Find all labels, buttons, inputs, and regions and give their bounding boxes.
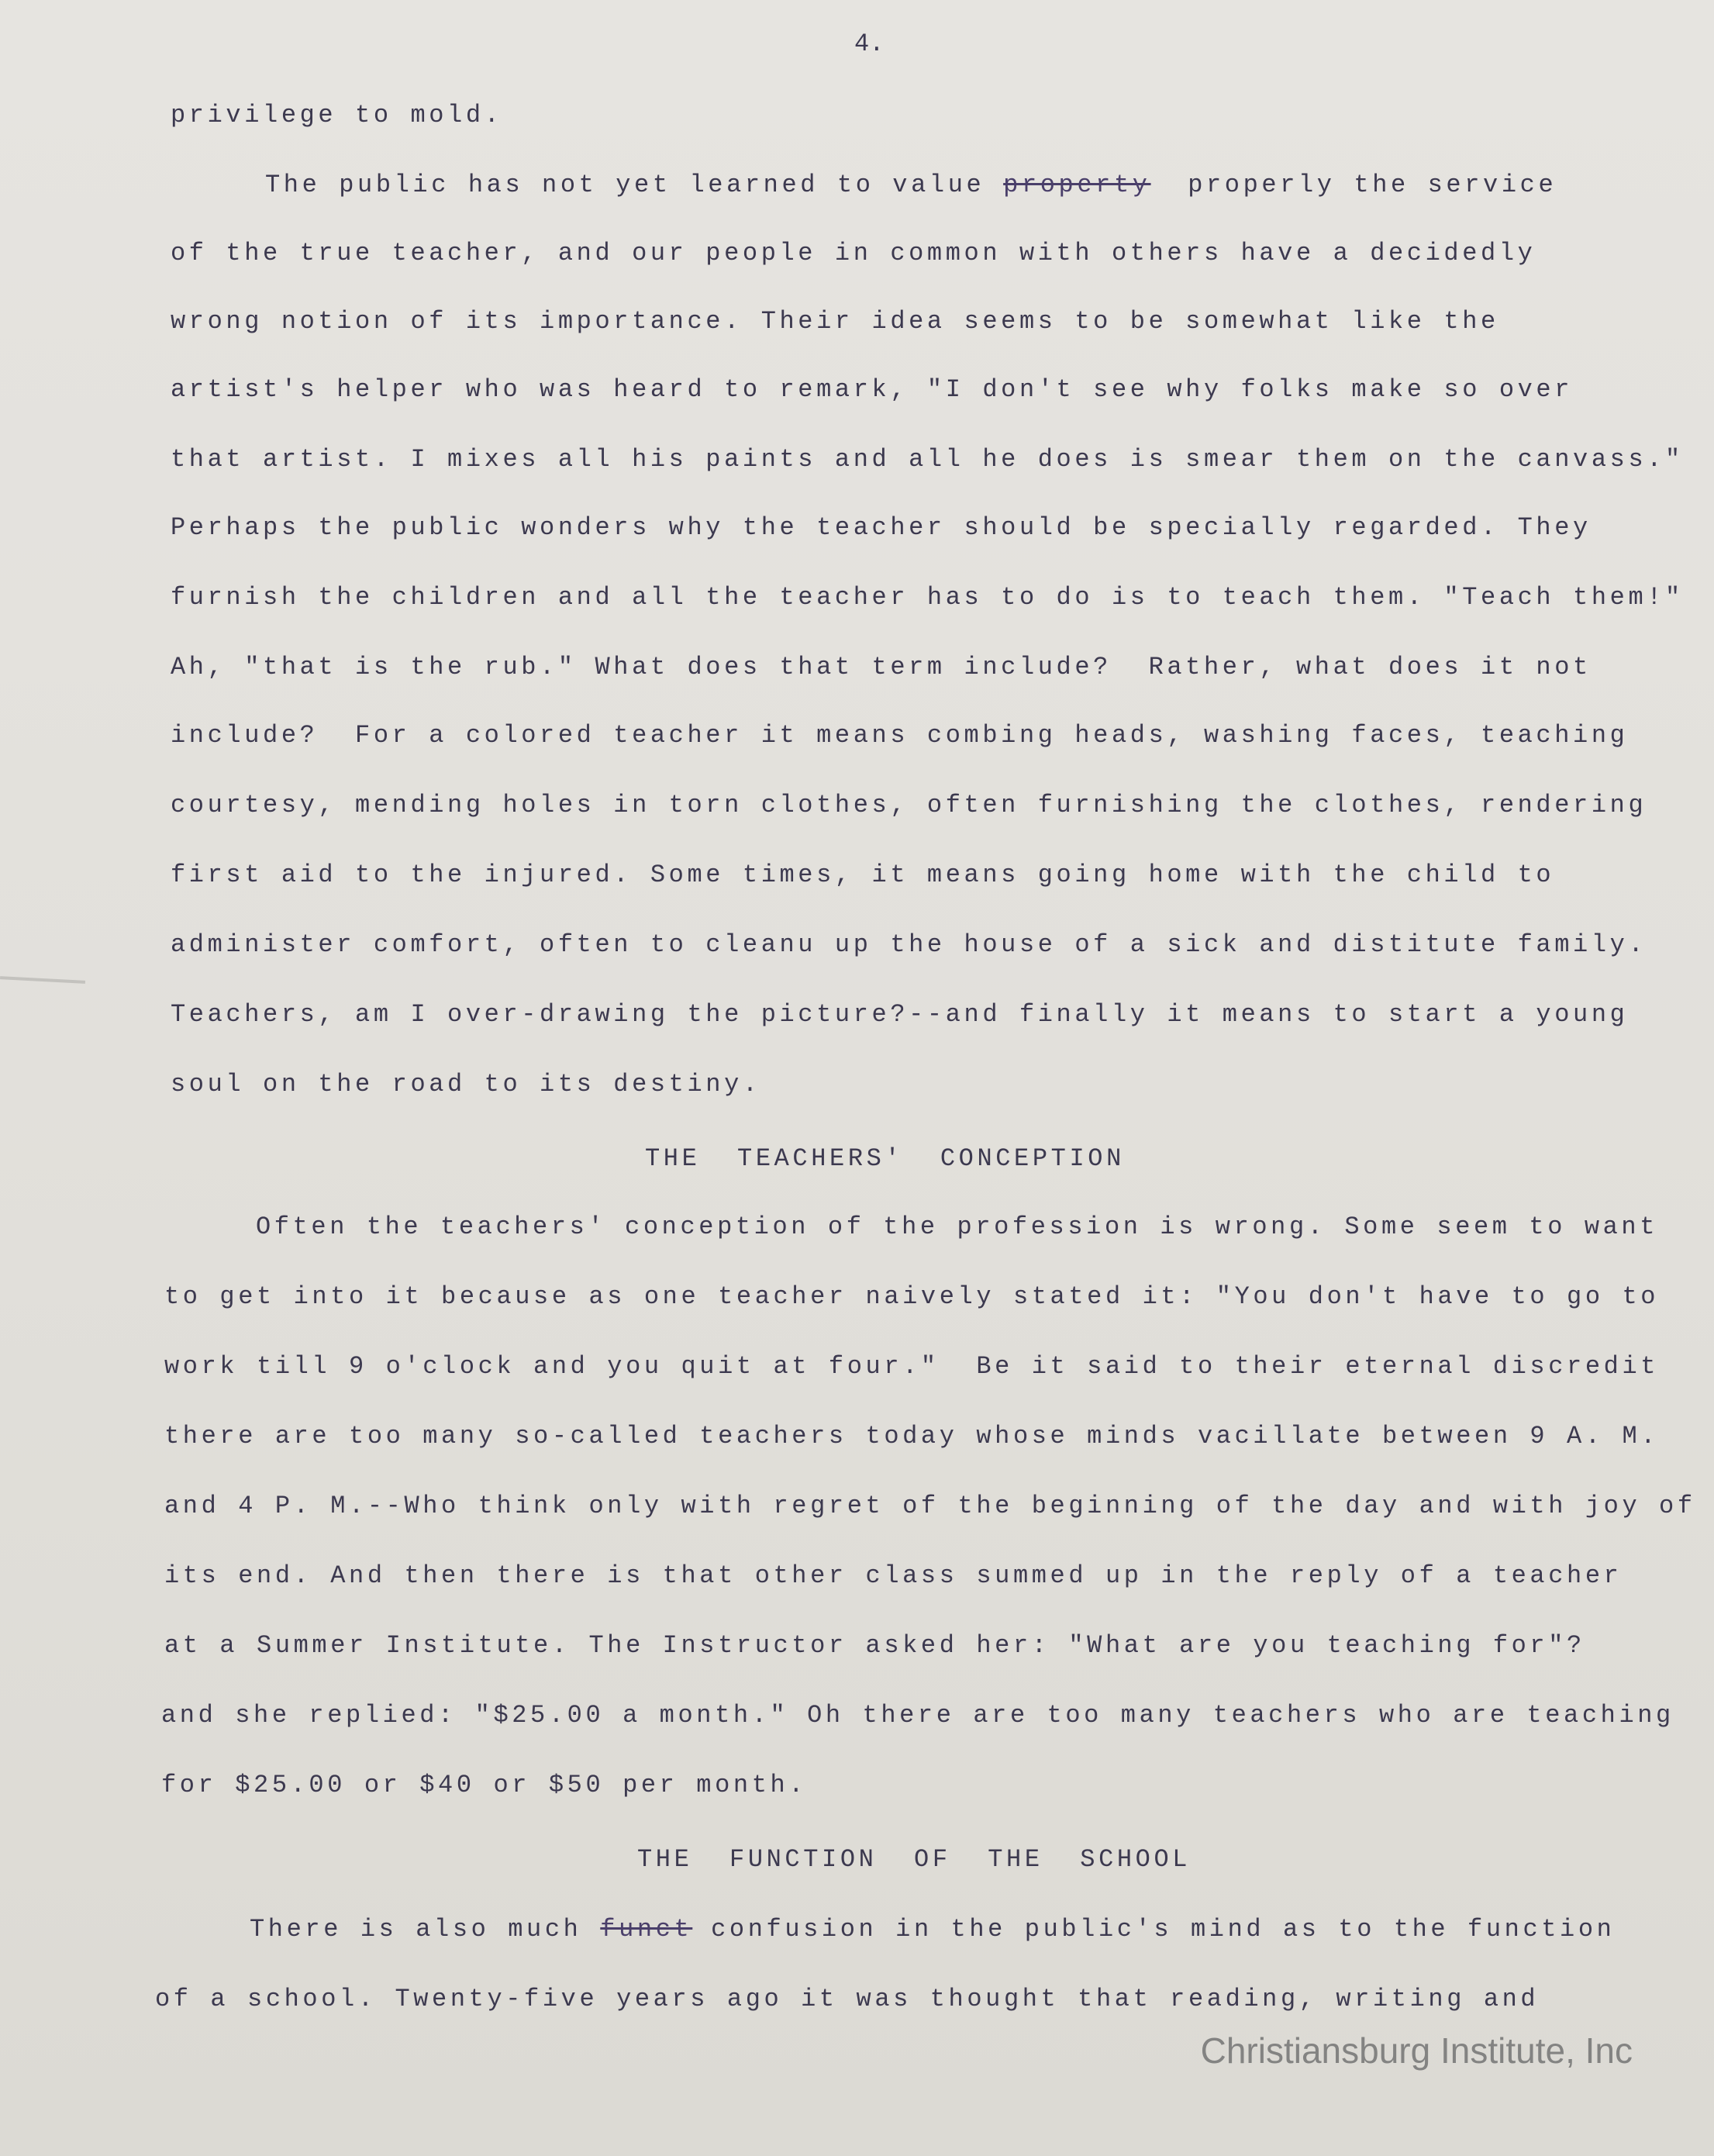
text-line: first aid to the injured. Some times, it means going home with the child to bbox=[171, 861, 1555, 889]
text-line: there are too many so-called teachers today whose minds vacillate between 9 A. M. bbox=[164, 1422, 1660, 1451]
text-line bbox=[265, 171, 1557, 199]
text-line: work till 9 o'clock and you quit at four." Be it said to their eternal discredit bbox=[164, 1352, 1660, 1381]
text-line: Often the teachers' conception of the profession is wrong. Some seem to want bbox=[256, 1213, 1659, 1241]
text-line: furnish the children and all the teacher has to do is to teach them. "Teach them!" bbox=[171, 583, 1684, 612]
text-line: and 4 P. M.--Who think only with regret of the beginning of the day and with joy of bbox=[164, 1492, 1696, 1520]
struck-word: funct bbox=[600, 1915, 693, 1944]
text-fragment: The public has not yet learned to value bbox=[265, 171, 985, 199]
text-fragment: properly the service bbox=[1188, 171, 1557, 199]
text-line: at a Summer Institute. The Instructor asked her: "What are you teaching for"? bbox=[164, 1631, 1585, 1660]
text-line: Ah, "that is the rub." What does that term include? Rather, what does it not bbox=[171, 653, 1592, 681]
section-heading: THE FUNCTION OF THE SCHOOL bbox=[637, 1845, 1192, 1874]
text-line: wrong notion of its importance. Their idea seems to be somewhat like the bbox=[171, 307, 1499, 336]
text-fragment: There is also much bbox=[250, 1915, 582, 1944]
text-line: include? For a colored teacher it means combing heads, washing faces, teaching bbox=[171, 721, 1629, 750]
text-fragment: confusion in the public's mind as to the function bbox=[711, 1915, 1616, 1944]
text-line: and she replied: "$25.00 a month." Oh there are too many teachers who are teaching bbox=[161, 1701, 1674, 1730]
text-line: soul on the road to its destiny. bbox=[171, 1070, 761, 1099]
margin-mark bbox=[0, 976, 85, 984]
text-line: of a school. Twenty-five years ago it was thought that reading, writing and bbox=[155, 1985, 1540, 2013]
struck-word: property bbox=[1003, 171, 1151, 199]
text-line bbox=[250, 1915, 1615, 1944]
text-line: for $25.00 or $40 or $50 per month. bbox=[161, 1771, 808, 1799]
text-line: Perhaps the public wonders why the teacher should be specially regarded. They bbox=[171, 513, 1592, 542]
page-number: 4. bbox=[854, 29, 885, 58]
text-line: its end. And then there is that other class summed up in the reply of a teacher bbox=[164, 1561, 1623, 1590]
text-line: that artist. I mixes all his paints and all he does is smear them on the canvass." bbox=[171, 445, 1684, 474]
text-line: to get into it because as one teacher naively stated it: "You don't have to go to bbox=[164, 1282, 1660, 1311]
text-line: courtesy, mending holes in torn clothes, often furnishing the clothes, rendering bbox=[171, 791, 1647, 819]
text-line: administer comfort, often to cleanu up the house of a sick and distitute family. bbox=[171, 930, 1647, 959]
text-line: artist's helper who was heard to remark, "I don't see why folks make so over bbox=[171, 375, 1574, 404]
watermark: Christiansburg Institute, Inc bbox=[1200, 2030, 1633, 2071]
text-line: of the true teacher, and our people in common with others have a decidedly bbox=[171, 239, 1536, 267]
section-heading: THE TEACHERS' CONCEPTION bbox=[645, 1144, 1125, 1173]
text-line: Teachers, am I over-drawing the picture?--and finally it means to start a young bbox=[171, 1000, 1629, 1029]
text-line: privilege to mold. bbox=[171, 101, 503, 129]
